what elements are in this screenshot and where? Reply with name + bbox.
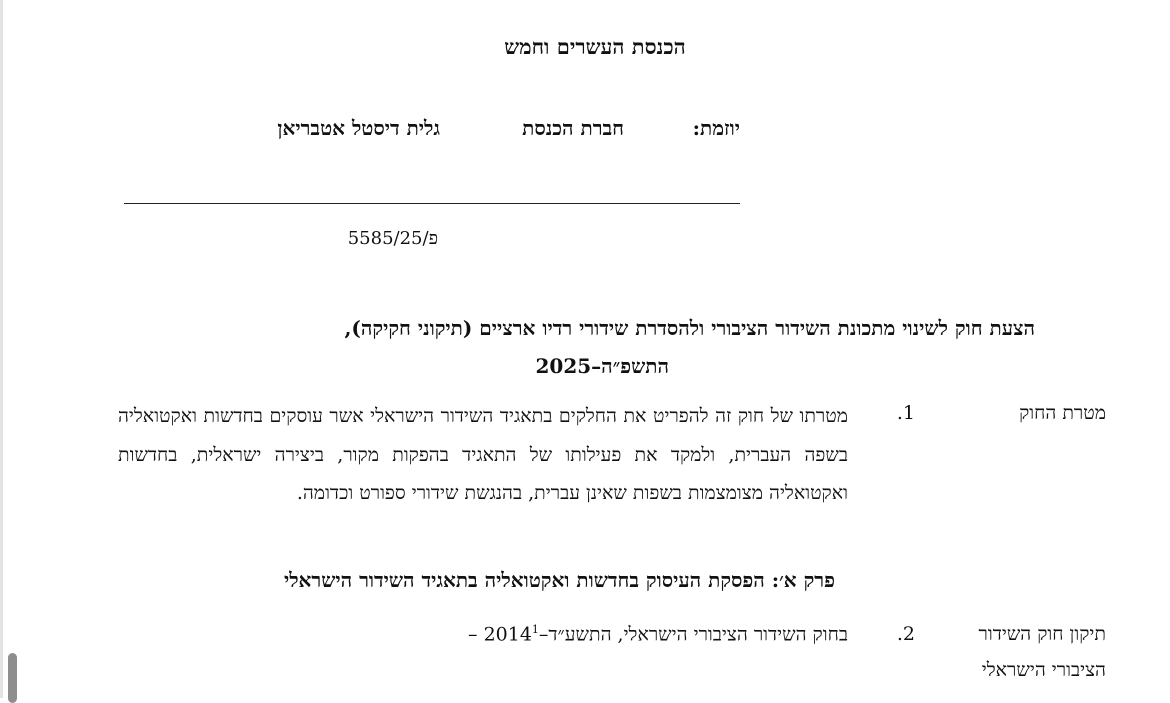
section-2-text-trail: –: [468, 623, 484, 646]
page-left-edge: [0, 0, 3, 698]
footnote-marker[interactable]: 1: [531, 623, 539, 636]
bill-title-line-2: התשפ״ה–2025: [535, 354, 669, 378]
section-2-text-main: בחוק השידור הציבורי הישראלי, התשע״ד–2014: [483, 623, 848, 646]
scrollbar-thumb[interactable]: [8, 653, 17, 703]
sponsor-label: יוזמת:: [692, 116, 740, 140]
sponsor-name: גלית דיסטל אטבריאן: [277, 116, 440, 140]
chapter-heading: פרק א׳: הפסקת העיסוק בחדשות ואקטואליה בתאגיד השידור הישראלי: [283, 568, 835, 592]
section-1-number: 1.: [896, 402, 915, 424]
section-2-number: 2.: [896, 623, 915, 645]
section-2-text: [468, 623, 848, 646]
section-1-side-title: מטרת החוק: [1019, 402, 1106, 424]
sponsor-role: חברת הכנסת: [522, 116, 624, 140]
section-1-text: מטרתו של חוק זה להפריט את החלקים בתאגיד השידור הישראלי אשר עוסקים בחדשות ואקטואליה בשפה העברית, ולמקד את פעילותו של התאגיד בהפקות מקור, ביצירה ישראלית, בחדשות ואקטואליה מצומצמות בשפות שאינן עברית, בהנגשת שידורי ספורט וכדומה.: [118, 405, 848, 504]
bill-title-line-1: הצעת חוק לשינוי מתכונת השידור הציבורי ולהסדרת שידורי רדיו ארציים (תיקוני חקיקה),: [344, 316, 1035, 340]
section-2-side-title-line-2: הציבורי הישראלי: [981, 659, 1106, 681]
knesset-title: הכנסת העשרים וחמש: [504, 34, 686, 59]
bill-number: פ/5585/25: [347, 228, 438, 249]
sponsor-divider: [124, 203, 740, 204]
section-2-side-title-line-1: תיקון חוק השידור: [978, 623, 1106, 645]
